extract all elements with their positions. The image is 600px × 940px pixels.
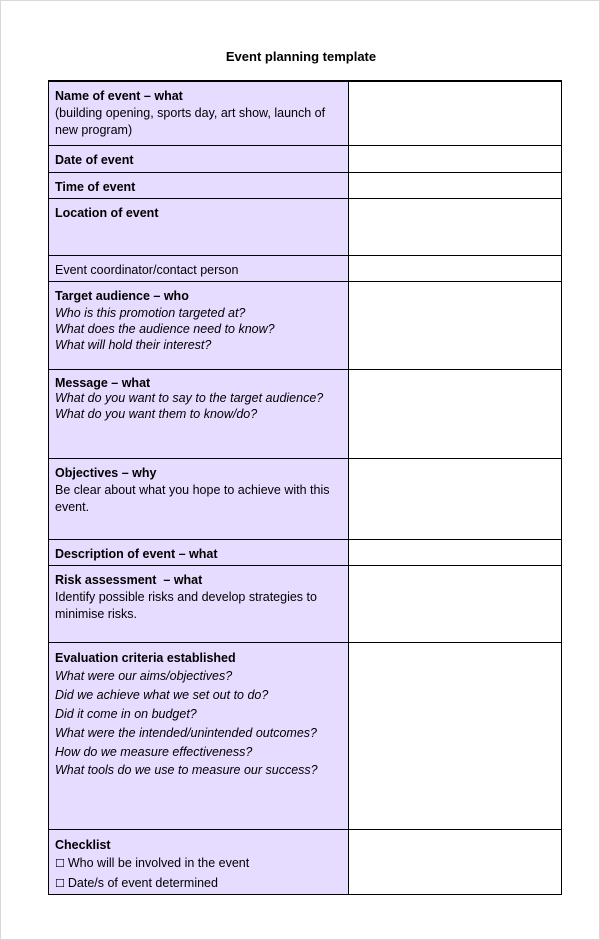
row-input-target-audience[interactable]: [349, 281, 562, 369]
table-row: [49, 829, 562, 894]
table-row: [49, 539, 562, 565]
row-heading: Event coordinator/contact person: [55, 262, 239, 277]
table-row: [49, 81, 562, 145]
page-title: Event planning template: [225, 49, 377, 64]
row-heading: Time of event: [55, 179, 136, 194]
row-label-location-of-event: [49, 198, 349, 255]
row-prompt: How do we measure effectiveness?: [55, 744, 253, 759]
row-prompt: What tools do we use to measure our success?: [55, 762, 318, 777]
table-row: [49, 255, 562, 281]
row-heading: Message – what: [55, 375, 151, 390]
row-prompt: What were our aims/objectives?: [55, 668, 233, 683]
row-label-target-audience: [49, 281, 349, 369]
row-label-evaluation-criteria: [49, 642, 349, 829]
row-label-description-of-event: [49, 539, 349, 565]
row-prompt: What do you want to say to the target audience?: [55, 390, 324, 405]
row-prompt: What were the intended/unintended outcomes?: [55, 725, 317, 740]
checklist-item-label: Who will be involved in the event: [67, 855, 250, 870]
row-heading: Description of event – what: [55, 546, 218, 561]
row-label-risk-assessment: [49, 565, 349, 642]
row-heading: Location of event: [55, 205, 159, 220]
row-input-risk-assessment[interactable]: [349, 565, 562, 642]
row-heading: Date of event: [55, 152, 134, 167]
row-label-date-of-event: [49, 145, 349, 172]
row-input-checklist[interactable]: [349, 829, 562, 894]
row-heading: Target audience – who: [55, 288, 189, 303]
table-row: [49, 172, 562, 198]
row-heading: Checklist: [55, 837, 111, 852]
checkbox-icon[interactable]: ☐: [55, 877, 65, 890]
table-row: [49, 458, 562, 539]
checkbox-icon[interactable]: ☐: [55, 857, 65, 870]
checklist-item-label: Date/s of event determined: [67, 875, 218, 890]
row-input-name-of-event[interactable]: [349, 81, 562, 145]
row-prompt: Did we achieve what we set out to do?: [55, 687, 269, 702]
checklist-item[interactable]: [55, 874, 342, 894]
row-label-name-of-event: [49, 81, 349, 145]
row-label-objectives: [49, 458, 349, 539]
row-input-objectives[interactable]: [349, 458, 562, 539]
row-description: Identify possible risks and develop strategies to minimise risks.: [55, 589, 317, 621]
row-prompt: What will hold their interest?: [55, 337, 212, 352]
row-label-time-of-event: [49, 172, 349, 198]
table-row: [49, 642, 562, 829]
row-input-event-coordinator[interactable]: [349, 255, 562, 281]
row-input-description-of-event[interactable]: [349, 539, 562, 565]
row-prompt: What does the audience need to know?: [55, 321, 275, 336]
table-row: [49, 281, 562, 369]
row-label-message: [49, 369, 349, 458]
checklist-item[interactable]: [55, 854, 342, 874]
row-input-message[interactable]: [349, 369, 562, 458]
row-label-event-coordinator: [49, 255, 349, 281]
row-prompt: What do you want them to know/do?: [55, 406, 258, 421]
row-input-date-of-event[interactable]: [349, 145, 562, 172]
row-prompt: Who is this promotion targeted at?: [55, 305, 246, 320]
row-input-time-of-event[interactable]: [349, 172, 562, 198]
row-input-evaluation-criteria[interactable]: [349, 642, 562, 829]
row-description: (building opening, sports day, art show, launch of new program): [55, 106, 326, 137]
row-prompt: Did it come in on budget?: [55, 706, 197, 721]
row-input-location-of-event[interactable]: [349, 198, 562, 255]
table-row: [49, 145, 562, 172]
table-row: [49, 198, 562, 255]
event-planning-table: [48, 80, 562, 895]
row-heading: Risk assessment – what: [55, 572, 203, 587]
table-row: [49, 565, 562, 642]
row-heading: Objectives – why: [55, 465, 157, 480]
table-row: [49, 369, 562, 458]
row-heading: Evaluation criteria established: [55, 650, 236, 665]
row-label-checklist: [49, 829, 349, 894]
row-heading: Name of event – what: [55, 89, 183, 103]
row-description: Be clear about what you hope to achieve with this event.: [55, 482, 330, 514]
